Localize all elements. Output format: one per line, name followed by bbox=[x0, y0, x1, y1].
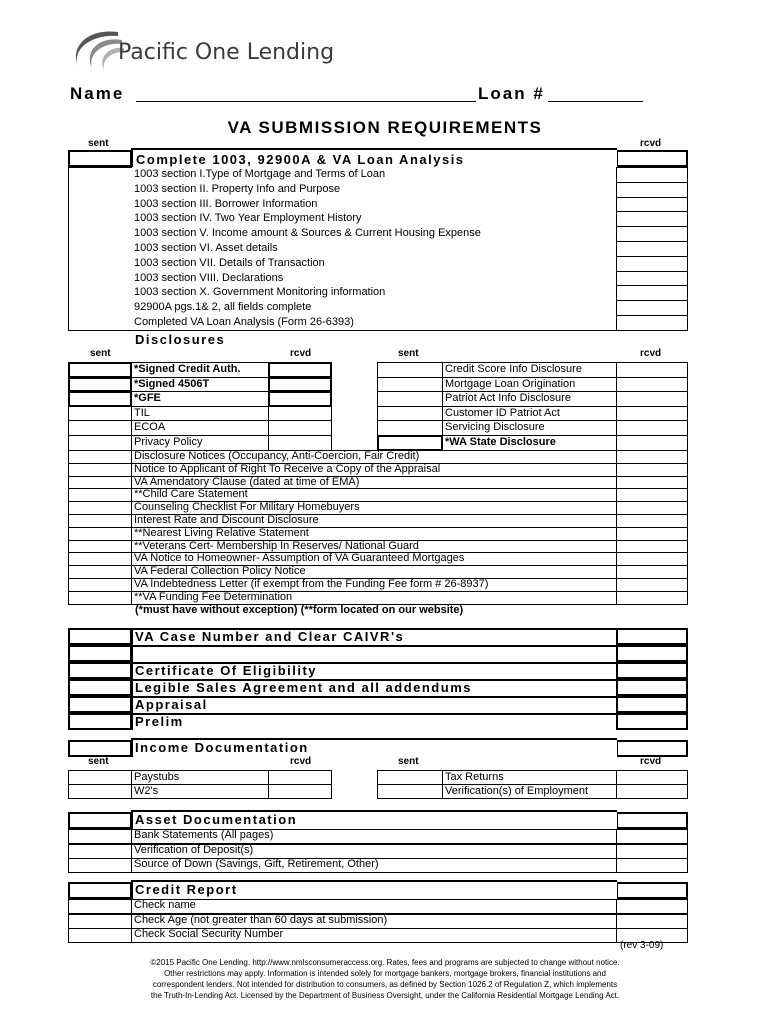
section1-item: Completed VA Loan Analysis (Form 26-6393) bbox=[134, 316, 354, 328]
disclosure-right-sent-checkbox[interactable] bbox=[377, 362, 443, 378]
rcvd-header: rcvd bbox=[640, 138, 662, 149]
va-item: VA Case Number and Clear CAIVR's bbox=[135, 629, 405, 644]
disclosure-left-sent-checkbox[interactable] bbox=[68, 391, 132, 407]
disclosure-left-item: *GFE bbox=[134, 392, 161, 405]
disclosure-list-item: **Veterans Cert- Membership In Reserves/ National Guard bbox=[134, 539, 419, 552]
section1-rcvd-checkbox[interactable] bbox=[616, 167, 688, 183]
credit-item-rcvd-checkbox[interactable] bbox=[616, 914, 688, 929]
asset-item-sent-checkbox[interactable] bbox=[68, 829, 132, 844]
credit-item-rcvd-checkbox[interactable] bbox=[616, 899, 688, 914]
disclosures-heading: Disclosures bbox=[135, 332, 226, 347]
va-sent-checkbox[interactable] bbox=[68, 679, 132, 696]
disclosure-left-rcvd-checkbox[interactable] bbox=[268, 406, 332, 422]
income-right-sent-checkbox[interactable] bbox=[377, 770, 443, 785]
section1-item: 1003 section IV. Two Year Employment History bbox=[134, 212, 362, 225]
disclosure-list-sent-checkbox[interactable] bbox=[68, 552, 132, 566]
disclosure-list-item: **Child Care Statement bbox=[134, 488, 248, 501]
credit-item-row bbox=[131, 899, 617, 914]
income-right-item: Verification(s) of Employment bbox=[445, 785, 589, 797]
disclosure-right-rcvd-checkbox[interactable] bbox=[616, 406, 688, 422]
disclosure-list-item: VA Federal Collection Policy Notice bbox=[134, 565, 306, 578]
income-right-sent-checkbox[interactable] bbox=[377, 784, 443, 799]
disclosure-left-sent-checkbox[interactable] bbox=[68, 377, 132, 393]
credit-item: Check Social Security Number bbox=[134, 928, 284, 940]
name-field[interactable] bbox=[136, 101, 476, 102]
asset-heading: Asset Documentation bbox=[135, 812, 298, 827]
section1-heading-row bbox=[131, 148, 617, 167]
income-sent-left: sent bbox=[88, 756, 109, 767]
disclosure-list-item: Notice to Applicant of Right To Receive a Copy of the Appraisal bbox=[134, 462, 441, 475]
footer-line: correspondent lenders. Not intended for distribution to consumers, as defined by Section 1026.2 of Regulation Z, which implements bbox=[152, 980, 618, 989]
va-rcvd-checkbox[interactable] bbox=[616, 662, 688, 679]
section1-item: 92900A pgs.1& 2, all fields complete bbox=[134, 301, 312, 314]
income-sent-checkbox[interactable] bbox=[68, 740, 132, 757]
va-item: Appraisal bbox=[135, 697, 208, 712]
section1-rcvd-checkbox[interactable] bbox=[616, 256, 688, 272]
va-rcvd-checkbox[interactable] bbox=[616, 696, 688, 713]
disclosure-right-sent-checkbox[interactable] bbox=[377, 420, 443, 436]
company-logo bbox=[66, 26, 356, 78]
disclosure-list-item: VA Notice to Homeowner- Assumption of VA Guaranteed Mortgages bbox=[134, 552, 465, 565]
disclosure-left-sent-checkbox[interactable] bbox=[68, 435, 132, 451]
disclosure-left-item: TIL bbox=[134, 406, 150, 419]
disclosure-right-item: Credit Score Info Disclosure bbox=[445, 363, 582, 375]
disclosure-right-item: Patriot Act Info Disclosure bbox=[445, 392, 571, 405]
disclosure-list-rcvd-checkbox[interactable] bbox=[616, 476, 688, 490]
credit-item-sent-checkbox[interactable] bbox=[68, 928, 132, 943]
loan-number-field[interactable] bbox=[548, 101, 643, 102]
asset-item: Source of Down (Savings, Gift, Retirement, Other) bbox=[134, 858, 379, 870]
disclosure-list-item: VA Amendatory Clause (dated at time of EMA) bbox=[134, 475, 360, 488]
income-left-rcvd-checkbox[interactable] bbox=[268, 784, 332, 799]
section1-rcvd-checkbox[interactable] bbox=[616, 182, 688, 198]
asset-item-sent-checkbox[interactable] bbox=[68, 844, 132, 859]
credit-item-sent-checkbox[interactable] bbox=[68, 899, 132, 914]
disclosure-right-sent-checkbox[interactable] bbox=[377, 435, 443, 451]
disclosure-left-rcvd-checkbox[interactable] bbox=[268, 391, 332, 407]
section1-item: 1003 section II. Property Info and Purpose bbox=[134, 182, 341, 195]
disclosure-list-item: Disclosure Notices (Occupancy, Anti-Coercion, Fair Credit) bbox=[134, 450, 420, 462]
logo-swoosh-icon bbox=[66, 26, 126, 78]
section1-item: 1003 section I.Type of Mortgage and Terms of Loan bbox=[134, 168, 386, 180]
disclosure-list-rcvd-checkbox[interactable] bbox=[616, 591, 688, 605]
va-sent-checkbox[interactable] bbox=[68, 696, 132, 713]
section1-rcvd-checkbox[interactable] bbox=[616, 211, 688, 227]
disclosure-list-item: **VA Funding Fee Determination bbox=[134, 590, 293, 603]
disclosure-left-sent-checkbox[interactable] bbox=[68, 406, 132, 422]
income-rcvd-right: rcvd bbox=[640, 756, 662, 767]
disclosure-right-item: Servicing Disclosure bbox=[445, 421, 545, 434]
section1-rcvd-checkbox[interactable] bbox=[616, 197, 688, 213]
va-rcvd-checkbox[interactable] bbox=[616, 628, 688, 645]
income-rcvd-checkbox[interactable] bbox=[616, 740, 688, 757]
footer-line: Other restrictions may apply. Information is intended solely for mortgage bankers, mortgage brokers, financial institutions and bbox=[164, 969, 606, 978]
footer-line: ©2015 Pacific One Lending. http://www.nmlsconsumeraccess.org. Rates, fees and programs are subjected to change without notice. bbox=[150, 958, 620, 967]
rcvd-checkbox-complete-1003[interactable] bbox=[616, 150, 688, 167]
disclosure-right-sent-checkbox[interactable] bbox=[377, 377, 443, 393]
section1-rcvd-checkbox[interactable] bbox=[616, 226, 688, 242]
section1-item: 1003 section III. Borrower Information bbox=[134, 197, 318, 210]
income-right-item: Tax Returns bbox=[445, 771, 504, 783]
disclosure-left-rcvd-checkbox[interactable] bbox=[268, 420, 332, 436]
name-label: Name bbox=[70, 84, 125, 103]
credit-item-sent-checkbox[interactable] bbox=[68, 914, 132, 929]
income-left-rcvd-checkbox[interactable] bbox=[268, 770, 332, 785]
va-row bbox=[131, 645, 617, 662]
disclosure-left-item: *Signed Credit Auth. bbox=[134, 363, 241, 375]
footer-line: the Truth-In-Lending Act. Licensed by the Department of Business Oversight, under the California Residential Mortgage Lending Act. bbox=[150, 991, 620, 1000]
disclosure-list-rcvd-checkbox[interactable] bbox=[616, 488, 688, 502]
section1-item: 1003 section V. Income amount & Sources & Current Housing Expense bbox=[134, 227, 481, 240]
disclosure-left-sent-checkbox[interactable] bbox=[68, 362, 132, 378]
section1-rcvd-checkbox[interactable] bbox=[616, 300, 688, 316]
disclosure-list-rcvd-checkbox[interactable] bbox=[616, 540, 688, 554]
credit-sent-checkbox[interactable] bbox=[68, 882, 132, 899]
income-rcvd-left: rcvd bbox=[290, 756, 312, 767]
sent-header: sent bbox=[88, 138, 109, 149]
disclosure-left-label-cell bbox=[131, 406, 269, 422]
logo-company-name: Pacific One Lending bbox=[118, 40, 335, 65]
disclosure-list-sent-checkbox[interactable] bbox=[68, 476, 132, 490]
asset-item-rcvd-checkbox[interactable] bbox=[616, 829, 688, 844]
disclosure-list-sent-checkbox[interactable] bbox=[68, 527, 132, 541]
disclosures-rcvd-left: rcvd bbox=[290, 348, 312, 359]
income-left-sent-checkbox[interactable] bbox=[68, 784, 132, 799]
disclosures-rcvd-right: rcvd bbox=[640, 348, 662, 359]
name-loan-line bbox=[70, 84, 650, 106]
disclosure-left-rcvd-checkbox[interactable] bbox=[268, 362, 332, 378]
va-item: Prelim bbox=[135, 714, 184, 729]
disclosure-list-sent-checkbox[interactable] bbox=[68, 501, 132, 515]
section1-item: 1003 section VII. Details of Transaction bbox=[134, 256, 325, 269]
va-sent-checkbox[interactable] bbox=[68, 645, 132, 662]
disclosure-list-item: Interest Rate and Discount Disclosure bbox=[134, 514, 319, 526]
va-sent-checkbox[interactable] bbox=[68, 628, 132, 645]
disclosures-sent-left: sent bbox=[90, 348, 111, 359]
va-rcvd-checkbox[interactable] bbox=[616, 713, 688, 730]
disclosure-list-rcvd-checkbox[interactable] bbox=[616, 501, 688, 515]
disclosure-right-rcvd-checkbox[interactable] bbox=[616, 435, 688, 451]
asset-item-rcvd-checkbox[interactable] bbox=[616, 844, 688, 859]
disclosure-list-rcvd-checkbox[interactable] bbox=[616, 450, 688, 464]
disclosure-list-sent-checkbox[interactable] bbox=[68, 591, 132, 605]
asset-sent-checkbox[interactable] bbox=[68, 812, 132, 829]
disclosure-right-sent-checkbox[interactable] bbox=[377, 391, 443, 407]
asset-rcvd-checkbox[interactable] bbox=[616, 812, 688, 829]
asset-item: Bank Statements (All pages) bbox=[134, 829, 274, 841]
section1-item: 1003 section VIII. Declarations bbox=[134, 271, 284, 284]
income-sent-right: sent bbox=[398, 756, 419, 767]
sent-checkbox-complete-1003[interactable] bbox=[68, 150, 132, 167]
disclosure-list-rcvd-checkbox[interactable] bbox=[616, 527, 688, 541]
disclosure-list-rcvd-checkbox[interactable] bbox=[616, 552, 688, 566]
disclosure-right-item: *WA State Disclosure bbox=[445, 436, 556, 448]
disclosure-list-sent-checkbox[interactable] bbox=[68, 565, 132, 579]
disclosure-list-rcvd-checkbox[interactable] bbox=[616, 514, 688, 528]
income-left-item: W2's bbox=[134, 785, 159, 797]
credit-heading: Credit Report bbox=[135, 882, 238, 897]
disclosure-right-item: Mortgage Loan Origination bbox=[445, 377, 576, 390]
disclosure-list-sent-checkbox[interactable] bbox=[68, 578, 132, 592]
asset-item: Verification of Deposit(s) bbox=[134, 843, 254, 856]
section1-item: 1003 section X. Government Monitoring information bbox=[134, 286, 386, 299]
disclosure-left-item: ECOA bbox=[134, 421, 166, 434]
page-title: VA SUBMISSION REQUIREMENTS bbox=[227, 118, 543, 137]
disclosure-right-rcvd-checkbox[interactable] bbox=[616, 420, 688, 436]
disclosure-list-rcvd-checkbox[interactable] bbox=[616, 463, 688, 477]
asset-item-sent-checkbox[interactable] bbox=[68, 858, 132, 873]
section1-rcvd-checkbox[interactable] bbox=[616, 271, 688, 287]
income-right-rcvd-checkbox[interactable] bbox=[616, 784, 688, 799]
va-rcvd-checkbox[interactable] bbox=[616, 679, 688, 696]
credit-item: Check Age (not greater than 60 days at submission) bbox=[134, 913, 388, 926]
asset-item-rcvd-checkbox[interactable] bbox=[616, 858, 688, 873]
income-right-rcvd-checkbox[interactable] bbox=[616, 770, 688, 785]
disclosure-list-item: **Nearest Living Relative Statement bbox=[134, 526, 309, 539]
va-sent-checkbox[interactable] bbox=[68, 662, 132, 679]
section1-heading: Complete 1003, 92900A & VA Loan Analysis bbox=[136, 152, 465, 167]
va-item: Legible Sales Agreement and all addendums bbox=[135, 680, 472, 695]
va-sent-checkbox[interactable] bbox=[68, 713, 132, 730]
disclosure-right-sent-checkbox[interactable] bbox=[377, 406, 443, 422]
income-heading: Income Documentation bbox=[135, 740, 309, 755]
disclosure-list-rcvd-checkbox[interactable] bbox=[616, 578, 688, 592]
disclosure-list-sent-checkbox[interactable] bbox=[68, 488, 132, 502]
va-row bbox=[131, 713, 617, 730]
disclosure-list-sent-checkbox[interactable] bbox=[68, 540, 132, 554]
section1-rcvd-checkbox[interactable] bbox=[616, 315, 688, 331]
disclosures-note: (*must have without exception) (**form located on our website) bbox=[135, 604, 464, 616]
disclosure-left-item: Privacy Policy bbox=[134, 436, 203, 448]
disclosure-left-rcvd-checkbox[interactable] bbox=[268, 377, 332, 393]
disclosure-list-sent-checkbox[interactable] bbox=[68, 450, 132, 464]
income-left-sent-checkbox[interactable] bbox=[68, 770, 132, 785]
disclosure-list-sent-checkbox[interactable] bbox=[68, 463, 132, 477]
disclosure-list-sent-checkbox[interactable] bbox=[68, 514, 132, 528]
disclosure-list-item: VA Indebtedness Letter (if exempt from the Funding Fee form # 26-8937) bbox=[134, 578, 489, 590]
section1-rcvd-checkbox[interactable] bbox=[616, 241, 688, 257]
disclosure-left-item: *Signed 4506T bbox=[134, 377, 210, 390]
disclosures-sent-right: sent bbox=[398, 348, 419, 359]
revision-label: (rev 3-09) bbox=[620, 940, 664, 951]
disclosure-left-sent-checkbox[interactable] bbox=[68, 420, 132, 436]
disclosure-right-rcvd-checkbox[interactable] bbox=[616, 391, 688, 407]
disclosure-list-rcvd-checkbox[interactable] bbox=[616, 565, 688, 579]
section1-rcvd-checkbox[interactable] bbox=[616, 285, 688, 301]
va-item: Certificate Of Eligibility bbox=[135, 663, 318, 678]
credit-rcvd-checkbox[interactable] bbox=[616, 882, 688, 899]
income-left-item: Paystubs bbox=[134, 771, 180, 783]
disclosure-right-item: Customer ID Patriot Act bbox=[445, 406, 560, 419]
disclosure-right-rcvd-checkbox[interactable] bbox=[616, 362, 688, 378]
disclosure-right-rcvd-checkbox[interactable] bbox=[616, 377, 688, 393]
va-rcvd-checkbox[interactable] bbox=[616, 645, 688, 662]
section1-sent-column[interactable] bbox=[68, 167, 132, 331]
credit-item: Check name bbox=[134, 899, 196, 911]
loan-label: Loan # bbox=[478, 84, 545, 103]
disclosure-list-item: Counseling Checklist For Military Homebuyers bbox=[134, 501, 360, 514]
section1-item: 1003 section VI. Asset details bbox=[134, 242, 278, 254]
disclosure-left-rcvd-checkbox[interactable] bbox=[268, 435, 332, 451]
